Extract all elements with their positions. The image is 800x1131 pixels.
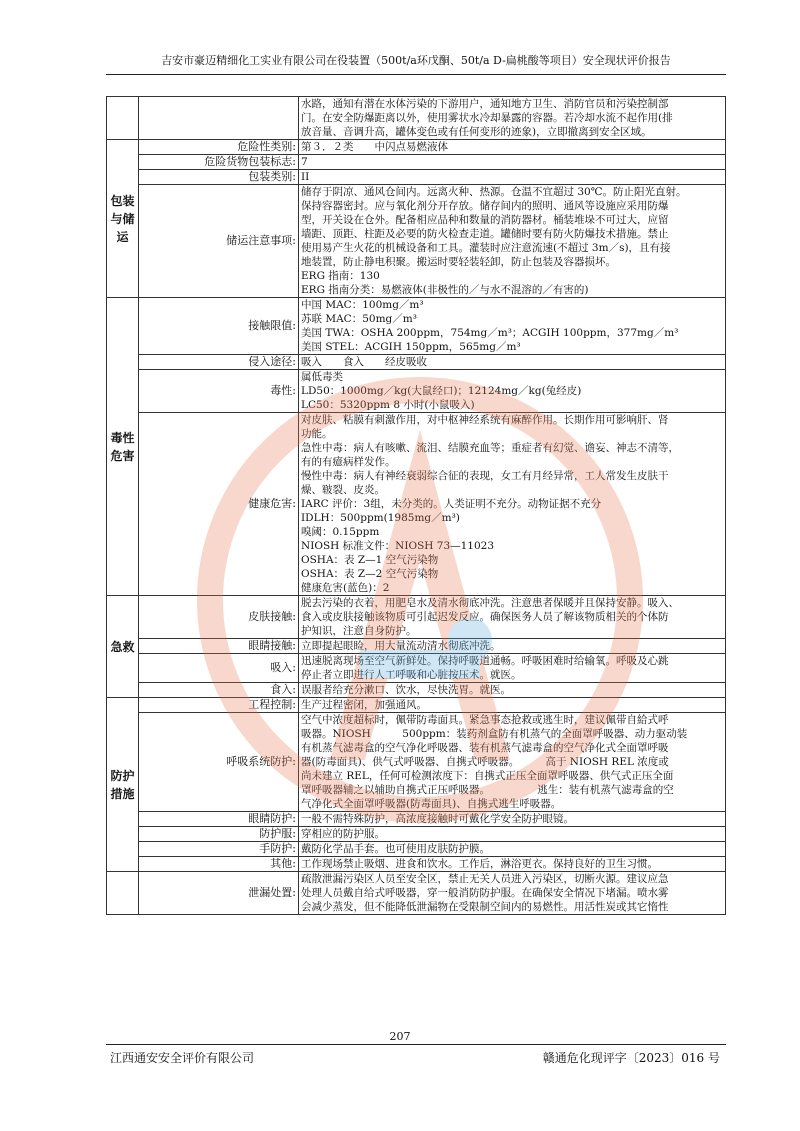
- row-value: [299, 698, 726, 713]
- table-row: [107, 683, 726, 698]
- table-row: [107, 596, 726, 639]
- cell-text-line: 护知识，注意自身防护。: [301, 625, 417, 637]
- report-header-title: 吉安市豪迈精细化工实业有限公司在役装置（500t/a环戊酮、50t/a D-扁桃酸等项目）安全现状评价报告: [161, 54, 671, 67]
- section-label-firstaid: [107, 596, 139, 698]
- row-label: 健康危害:: [139, 413, 299, 596]
- cell-text-line: 误服者给充分漱口、饮水，尽快洗胃。就医。: [301, 684, 511, 696]
- section-title: 毒性危害: [110, 430, 135, 463]
- row-value: [299, 97, 726, 140]
- row-label: 工程控制:: [139, 698, 299, 713]
- cell-text-line: LC50：5320ppm 8 小时(小鼠吸入): [301, 399, 475, 411]
- cell-text-line: 嗅阈：0.15ppm: [301, 526, 380, 538]
- cell-text-line: 放音量、音调升高，罐体变色或有任何变形的迹象)，立即撤离到安全区域。: [301, 126, 652, 138]
- table-row: [107, 298, 726, 355]
- row-value: [299, 140, 726, 155]
- row-label: 接触限值:: [139, 298, 299, 355]
- header-rule: [106, 74, 726, 75]
- cell-text-line: OSHA：表 Z—2 空气污染物: [301, 568, 439, 580]
- row-label: 毒性:: [139, 370, 299, 413]
- row-value: [299, 155, 726, 170]
- row-label: 泄漏处置:: [139, 872, 299, 915]
- footer-doc-number: 赣通危化现评字〔2023〕016 号: [542, 1051, 720, 1065]
- cell-text-line: 吸器。NIOSH 500ppm：装药剂盒防有机蒸气的全面罩呼吸器、动力驱动装: [301, 728, 688, 740]
- cell-text-line: 苏联 MAC：50mg／m³: [301, 313, 417, 325]
- cell-text-line: 燥、皲裂、皮炎。: [301, 484, 385, 496]
- row-value: [299, 413, 726, 596]
- row-label: 眼睛防护:: [139, 812, 299, 827]
- cell-text-line: 功能。: [301, 428, 333, 440]
- cell-text-line: 美国 TWA：OSHA 200ppm，754mg／m³；ACGIH 100ppm，377mg／m³: [301, 327, 679, 339]
- cell-text-line: 脱去污染的衣着，用肥皂水及清水彻底冲洗。注意患者保暖并且保持安静。吸入、: [301, 597, 679, 609]
- table-row: [107, 812, 726, 827]
- cell-text-line: 疏散泄漏污染区人员至安全区，禁止无关人员进入污染区，切断火源。建议应急: [301, 873, 669, 885]
- row-value: [299, 842, 726, 857]
- section-title: 防护措施: [110, 768, 135, 801]
- cell-text-line: ERG 指南分类：易燃液体(非极性的／与水不混溶的／有害的): [301, 284, 589, 296]
- row-value: [299, 872, 726, 915]
- cell-text-line: 气净化式全面罩呼吸器(防毒面具)、自携式逃生呼吸器。: [301, 798, 562, 810]
- empty-cell: [139, 97, 299, 140]
- empty-cell: [107, 872, 139, 915]
- table-row: [107, 698, 726, 713]
- cell-text-line: OSHA：表 Z—1 空气污染物: [301, 554, 439, 566]
- row-label: 危险性类别:: [139, 140, 299, 155]
- chemical-safety-table: [106, 96, 726, 915]
- row-value: [299, 827, 726, 842]
- row-label: 皮肤接触:: [139, 596, 299, 639]
- row-label: 其他:: [139, 857, 299, 872]
- row-value: [299, 654, 726, 683]
- table-row: [107, 355, 726, 370]
- cell-text-line: 慢性中毒：病人有神经衰弱综合征的表现，女工有月经异常，工人常发生皮肤干: [301, 470, 669, 482]
- cell-text-line: 墙距、顶距、柱距及必要的防火检查走道。罐储时要有防火防爆技术措施。禁止: [301, 228, 669, 240]
- row-label: 包装类别:: [139, 170, 299, 185]
- cell-text-line: 戴防化学品手套。也可使用皮肤防护膜。: [301, 843, 490, 855]
- row-value: [299, 370, 726, 413]
- table-row: [107, 654, 726, 683]
- section-label-protection: [107, 698, 139, 872]
- table-row: [107, 827, 726, 842]
- cell-text-line: 美国 STEL：ACGIH 150ppm，565mg／m³: [301, 341, 521, 353]
- cell-text-line: 型，开关设在仓外。配备相应品种和数量的消防器材。桶装堆垛不可过大，应留: [301, 214, 669, 226]
- row-value: [299, 639, 726, 654]
- table-row: [107, 170, 726, 185]
- cell-text-line: 穿相应的防护服。: [301, 828, 385, 840]
- table-row: [107, 97, 726, 140]
- cell-text-line: ERG 指南：130: [301, 270, 380, 282]
- cell-text-line: 门。在安全防爆距离以外，使用雾状水冷却暴露的容器。若冷却水流不起作用(排: [301, 112, 673, 124]
- cell-text-line: 生产过程密闭，加强通风。: [301, 699, 427, 711]
- cell-text-line: 健康危害(蓝色)：2: [301, 582, 390, 594]
- table-row: [107, 413, 726, 596]
- cell-text-line: 立即提起眼睑，用大量流动清水彻底冲洗。: [301, 640, 501, 652]
- row-label: 防护服:: [139, 827, 299, 842]
- cell-text-line: LD50：1000mg／kg(大鼠经口)；12124mg／kg(兔经皮): [301, 385, 582, 397]
- cell-text-line: 有的有癔病样发作。: [301, 456, 396, 468]
- row-value: [299, 185, 726, 298]
- section-title: 包装与储运: [110, 193, 135, 244]
- cell-text-line: 一般不需特殊防护，高浓度接触时可戴化学安全防护眼镜。: [301, 813, 574, 825]
- table-row: [107, 140, 726, 155]
- table-row: [107, 857, 726, 872]
- cell-text-line: 对皮肤、粘膜有刺激作用，对中枢神经系统有麻醉作用。长期作用可影响肝、肾: [301, 414, 669, 426]
- table-row: [107, 639, 726, 654]
- row-label: 吸入:: [139, 654, 299, 683]
- cell-text-line: 属低毒类: [301, 371, 343, 383]
- cell-text-line: 会减少蒸发，但不能降低泄漏物在受限制空间内的易燃性。用活性炭或其它惰性: [301, 901, 669, 913]
- cell-text-line: 急性中毒：病人有咳嗽、流泪、结膜充血等；重症者有幻觉、谵妄、神志不清等，: [301, 442, 679, 454]
- cell-text-line: 罩呼吸器辅之以辅助自携式正压呼吸器。 逃生：装有机蒸气滤毒盒的空: [301, 784, 674, 796]
- section-label-health: [107, 298, 139, 596]
- cell-text-line: 尚未建立 REL，任何可检测浓度下：自携式正压全面罩呼吸器、供气式正压全面: [301, 770, 674, 782]
- cell-text-line: IARC 评价：3组，未分类的。人类证明不充分。动物证据不充分: [301, 498, 602, 510]
- row-value: [299, 683, 726, 698]
- cell-text-line: 工作现场禁止吸烟、进食和饮水。工作后，淋浴更衣。保持良好的卫生习惯。: [301, 858, 658, 870]
- cell-text-line: II: [301, 171, 310, 183]
- row-value: [299, 298, 726, 355]
- cell-text-line: 处理人员戴自给式呼吸器，穿一般消防防护服。在确保安全情况下堵漏。喷水雾: [301, 887, 669, 899]
- row-value: [299, 812, 726, 827]
- cell-text-line: 吸入 食入 经皮吸收: [301, 356, 427, 368]
- table-row: [107, 713, 726, 812]
- cell-text-line: 第３．２类 中闪点易燃液体: [301, 141, 448, 153]
- row-label: 手防护:: [139, 842, 299, 857]
- cell-text-line: IDLH：500ppm(1985mg／m³): [301, 512, 460, 524]
- page-number: 207: [389, 1030, 411, 1043]
- table-row: [107, 872, 726, 915]
- table-row: [107, 155, 726, 170]
- cell-text-line: 使用易产生火花的机械设备和工具。灌装时应注意流速(不超过 3m／s)，且有接: [301, 242, 671, 254]
- table-row: [107, 185, 726, 298]
- cell-text-line: 食入或皮肤接触该物质可引起迟发反应。确保医务人员了解该物质相关的个体防: [301, 611, 669, 623]
- cell-text-line: 储存于阴凉、通风仓间内。远离火种、热源。仓温不宜超过 30℃。防止阳光直射。: [301, 186, 687, 198]
- row-value: [299, 170, 726, 185]
- cell-text-line: 中国 MAC：100mg／m³: [301, 299, 424, 311]
- footer-rule: [106, 1044, 726, 1045]
- cell-text-line: 空气中浓度超标时，佩带防毒面具。紧急事态抢救或逃生时，建议佩带自給式呼: [301, 714, 669, 726]
- cell-text-line: 保持容器密封。应与氧化剂分开存放。储存间内的照明、通风等设施应采用防爆: [301, 200, 669, 212]
- section-title: 急救: [110, 639, 135, 654]
- row-value: [299, 355, 726, 370]
- cell-text-line: 器(防毒面具)、供气式呼吸器、自携式呼吸器。 高于 NIOSH REL 浓度或: [301, 756, 669, 768]
- row-label: 食入:: [139, 683, 299, 698]
- cell-text-line: 水路，通知有潜在水体污染的下游用户，通知地方卫生、消防官员和污染控制部: [301, 98, 669, 110]
- cell-text-line: 有机蒸气滤毒盒的空气净化呼吸器、装有机蒸气滤毒盒的空气净化式全面罩呼吸: [301, 742, 669, 754]
- row-value: [299, 857, 726, 872]
- cell-text-line: 地装置，防止静电积聚。搬运时要轻装轻卸，防止包装及容器损坏。: [301, 256, 616, 268]
- section-label-storage: [107, 140, 139, 298]
- footer-company: 江西通安安全评价有限公司: [110, 1051, 255, 1065]
- row-label: 呼吸系统防护:: [139, 713, 299, 812]
- row-value: [299, 713, 726, 812]
- row-label: 眼睛接触:: [139, 639, 299, 654]
- table-row: [107, 370, 726, 413]
- row-label: 危险货物包装标志:: [139, 155, 299, 170]
- row-label: 储运注意事项:: [139, 185, 299, 298]
- cell-text-line: 迅速脱离现场至空气新鲜处。保持呼吸道通畅。呼吸困难时给输氧。呼吸及心跳: [301, 655, 669, 667]
- table-row: [107, 842, 726, 857]
- cell-text-line: NIOSH 标准文件：NIOSH 73—11023: [301, 540, 495, 552]
- row-label: 侵入途径:: [139, 355, 299, 370]
- cell-text-line: 停止者立即进行人工呼吸和心脏按压术。就医。: [301, 669, 522, 681]
- cell-text-line: 7: [301, 156, 308, 168]
- empty-cell: [107, 97, 139, 140]
- row-value: [299, 596, 726, 639]
